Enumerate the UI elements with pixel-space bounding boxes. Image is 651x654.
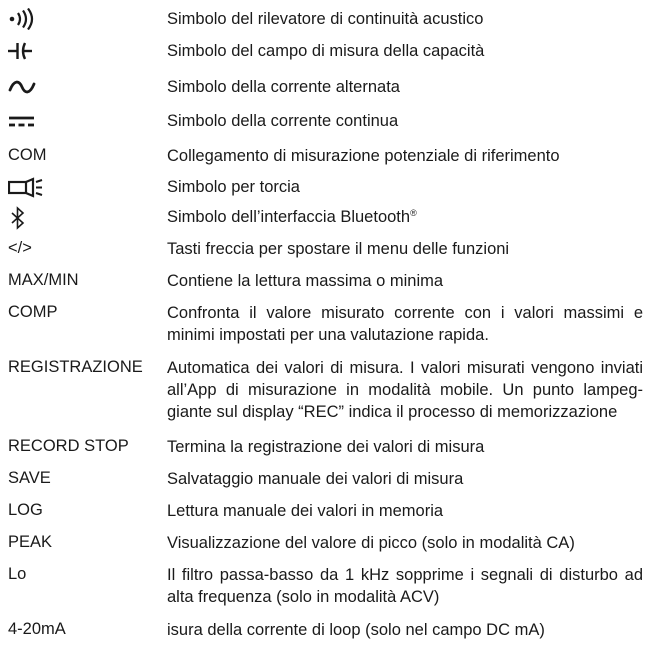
description-line: Simbolo dell’interfaccia Bluetooth® xyxy=(167,208,417,226)
row-symbol: SAVE xyxy=(8,469,51,487)
description-line: Simbolo della corrente alternata xyxy=(167,78,400,96)
flashlight-icon xyxy=(8,176,48,198)
row-symbol: Lo xyxy=(8,565,27,583)
row-symbol: PEAK xyxy=(8,533,53,551)
description-line: Visualizzazione del valore di picco (solo in modalità CA) xyxy=(167,534,575,552)
row-description xyxy=(167,145,643,167)
row-description xyxy=(167,206,643,228)
row-description xyxy=(167,357,643,423)
row-description xyxy=(167,76,643,98)
row-description xyxy=(167,40,643,62)
row-symbol: </> xyxy=(8,239,32,257)
description-line: Termina la registrazione dei valori di misura xyxy=(167,438,485,456)
description-line: alta frequenza (solo in modalità ACV) xyxy=(167,588,440,606)
description-line: all’App di misurazione in modalità mobile. Un punto lampeg- xyxy=(167,381,643,399)
row-description xyxy=(167,619,643,641)
description-line: Automatica dei valori di misura. I valori misurati vengono inviati xyxy=(167,359,643,377)
row-symbol: COM xyxy=(8,146,47,164)
bluetooth-icon xyxy=(8,206,28,230)
row-description xyxy=(167,238,643,260)
description-line: Contiene la lettura massima o minima xyxy=(167,272,444,290)
description-line: Lettura manuale dei valori in memoria xyxy=(167,502,444,520)
description-line: Tasti freccia per spostare il menu delle funzioni xyxy=(167,240,510,258)
description-line: Salvataggio manuale dei valori di misura xyxy=(167,470,464,488)
row-symbol: RECORD STOP xyxy=(8,437,129,455)
row-symbol: REGISTRAZIONE xyxy=(8,358,143,376)
row-description xyxy=(167,564,643,608)
description-line: Simbolo del campo di misura della capacità xyxy=(167,42,485,60)
row-symbol: MAX/MIN xyxy=(8,271,79,289)
row-description xyxy=(167,468,643,490)
registered-mark: ® xyxy=(410,208,417,218)
row-description xyxy=(167,110,643,132)
row-description xyxy=(167,302,643,346)
row-description xyxy=(167,176,643,198)
description-line: Simbolo della corrente continua xyxy=(167,112,399,130)
row-symbol: LOG xyxy=(8,501,43,519)
alternating-current-icon xyxy=(8,76,36,98)
description-line: Simbolo per torcia xyxy=(167,178,300,196)
continuity-beeper-icon xyxy=(8,8,42,30)
direct-current-icon xyxy=(8,110,36,132)
row-description xyxy=(167,500,643,522)
description-line: Il filtro passa-basso da 1 kHz sopprime i segnali di disturbo ad xyxy=(167,566,643,584)
description-line: isura della corrente di loop (solo nel campo DC mA) xyxy=(167,621,545,639)
description-line: Simbolo del rilevatore di continuità acustico xyxy=(167,10,484,28)
row-description xyxy=(167,270,643,292)
row-description xyxy=(167,436,643,458)
capacitance-icon xyxy=(8,40,34,62)
description-line: Collegamento di misurazione potenziale di riferimento xyxy=(167,147,560,165)
description-line: minimi impostati per una valutazione rapida. xyxy=(167,326,489,344)
row-symbol: COMP xyxy=(8,303,58,321)
row-description xyxy=(167,8,643,30)
row-symbol: 4-20mA xyxy=(8,620,66,638)
description-line: Confronta il valore misurato corrente con i valori massimi e xyxy=(167,304,643,322)
description-line: giante sul display “REC” indica il processo di memorizzazione xyxy=(167,403,618,421)
row-description xyxy=(167,532,643,554)
